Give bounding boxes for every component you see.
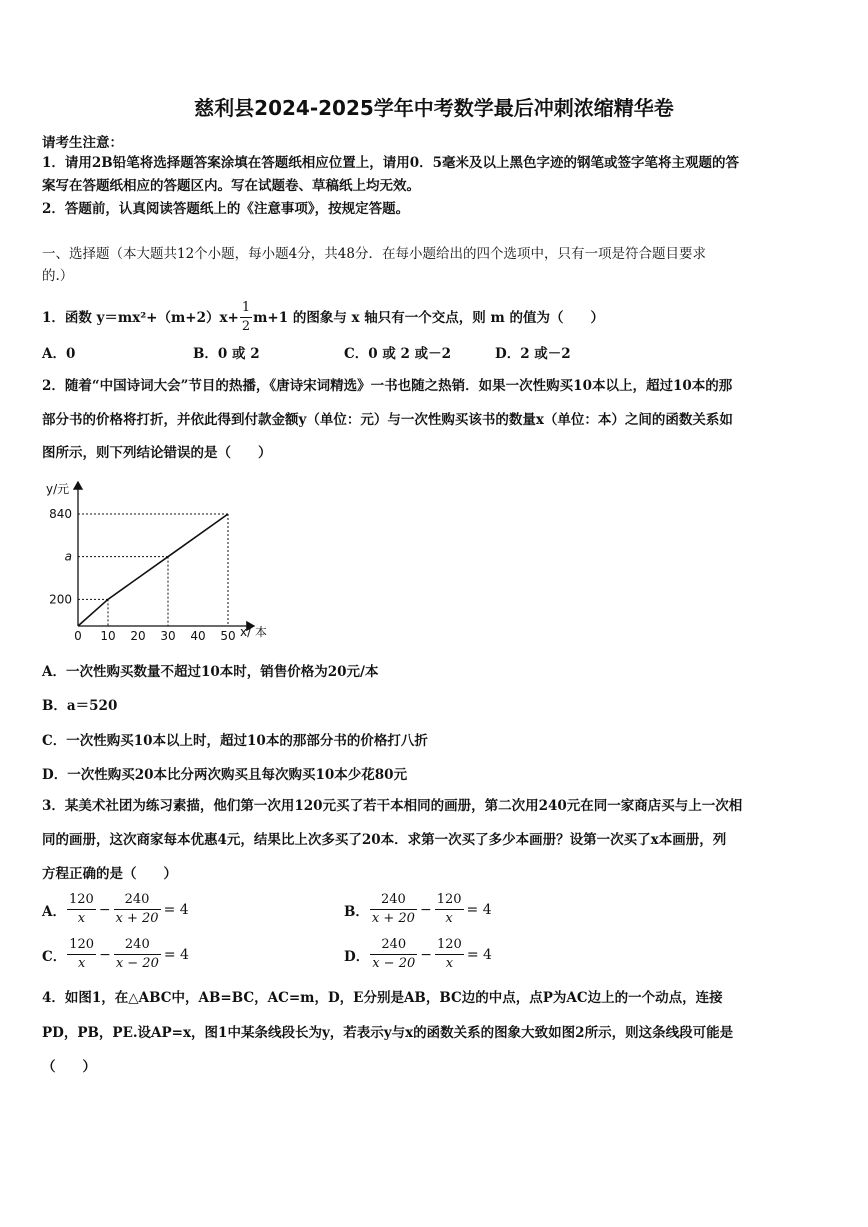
q3-option-d — [344, 937, 494, 972]
question-1-stem — [42, 300, 604, 335]
denominator: x — [445, 911, 453, 926]
y-tick-label: 200 — [49, 592, 72, 607]
question-3-stem: 3．某美术社团为练习素描，他们第一次用120元买了若干本相同的画册，第二次用240元在同一家商店买与上一次相 — [42, 798, 743, 814]
section-heading: 一、选择题（本大题共12个小题，每小题4分，共48分．在每小题给出的四个选项中，只有一项是符合题目要求 — [42, 246, 706, 262]
numerator: 120 — [435, 892, 464, 910]
q3-option-a — [42, 892, 191, 927]
question-4-stem: PD，PB，PE.设AP=x，图1中某条线段长为y，若表示y与x的函数关系的图象大致如图2所示，则这条线段可能是 — [42, 1025, 734, 1041]
notice-heading: 请考生注意： — [42, 135, 123, 151]
y-tick-label: 840 — [49, 507, 72, 521]
equation — [66, 937, 191, 972]
section-heading: 的.） — [42, 268, 74, 284]
q3-option-b — [344, 892, 494, 927]
equation — [369, 937, 494, 972]
rhs: = 4 — [163, 901, 189, 918]
q1-option-d: D．2 或－2 — [495, 346, 571, 362]
question-4-stem: 4．如图1，在△ABC中，AB=BC，AC=m，D，E分别是AB，BC边的中点，点P为AC边上的一个动点，连接 — [42, 990, 723, 1006]
option-label: A． — [42, 903, 66, 920]
question-3-stem: 方程正确的是（ ） — [42, 866, 177, 882]
x-axis-label: x/ 本 — [240, 625, 267, 639]
question-2-stem: 部分书的价格将打折，并依此得到付款金额y（单位：元）与一次性购买该书的数量x（单位：本）之间的函数关系如 — [42, 412, 733, 428]
q1-frac-den: 2 — [241, 319, 251, 334]
numerator: 240 — [370, 937, 417, 955]
x-tick-label: 10 — [100, 629, 116, 643]
numerator: 120 — [435, 937, 464, 955]
q2-option-a: A．一次性购买数量不超过10本时，销售价格为20元/本 — [42, 664, 379, 680]
rhs: = 4 — [163, 946, 189, 963]
q1-stem-pre: 1．函数 y＝mx²+（m+2）x+ — [42, 309, 239, 326]
equation — [66, 892, 191, 927]
page-title: 慈利县2024-2025学年中考数学最后冲刺浓缩精华卷 — [194, 96, 674, 120]
rhs: = 4 — [466, 946, 492, 963]
q1-option-a: A．0 — [42, 346, 76, 362]
y-tick-labels — [49, 507, 72, 606]
option-label: B． — [344, 903, 369, 920]
question-2-stem: 图所示，则下列结论错误的是（ ） — [42, 445, 272, 461]
q1-frac-num: 1 — [240, 300, 252, 318]
denominator: x − 20 — [372, 956, 416, 971]
numerator: 120 — [67, 892, 96, 910]
y-tick-label: a — [64, 549, 72, 564]
q1-stem-post: m+1 的图象与 x 轴只有一个交点，则 m 的值为（ ） — [253, 309, 604, 326]
denominator: x — [445, 956, 454, 971]
denominator: x + 20 — [371, 911, 415, 926]
q3-option-c — [42, 937, 191, 972]
q2-price-chart — [42, 476, 282, 646]
numerator: 240 — [114, 937, 161, 955]
question-2-stem: 2．随着“中国诗词大会”节目的热播，《唐诗宋词精选》一书也随之热销．如果一次性购买10本以上，超过10本的那 — [42, 378, 733, 394]
operator: − — [420, 946, 432, 963]
numerator: 120 — [67, 937, 96, 955]
x-tick-label: 30 — [160, 629, 176, 643]
numerator: 240 — [114, 892, 161, 910]
x-tick-label: 0 — [74, 629, 82, 643]
q1-fraction — [240, 300, 252, 335]
operator: − — [98, 901, 111, 918]
series-line — [78, 514, 228, 626]
denominator: x — [77, 956, 86, 971]
q2-option-b: B．a＝520 — [42, 698, 118, 714]
option-label: C． — [42, 948, 67, 965]
question-4-stem: （ ） — [42, 1059, 96, 1075]
question-3-stem: 同的画册，这次商家每本优惠4元，结果比上次多买了20本．求第一次买了多少本画册？设第一次买了x本画册，列 — [42, 832, 727, 848]
denominator: x — [77, 911, 86, 926]
operator: − — [419, 901, 432, 918]
q2-option-c: C．一次性购买10本以上时，超过10本的那部分书的价格打八折 — [42, 733, 428, 749]
q1-option-b: B．0 或 2 — [193, 346, 260, 362]
equation — [369, 892, 494, 927]
option-label: D． — [344, 948, 370, 965]
denominator: x + 20 — [115, 911, 159, 926]
q2-option-d: D．一次性购买20本比分两次购买且每次购买10本少花80元 — [42, 767, 408, 783]
denominator: x − 20 — [115, 956, 159, 971]
x-tick-label: 50 — [220, 629, 236, 643]
rhs: = 4 — [466, 901, 492, 918]
x-tick-label: 20 — [130, 629, 146, 643]
notice-line: 2．答题前，认真阅读答题纸上的《注意事项》，按规定答题。 — [42, 201, 410, 217]
operator: − — [99, 946, 111, 963]
notice-line: 案写在答题纸相应的答题区内。写在试题卷、草稿纸上均无效。 — [42, 178, 420, 194]
q1-option-c: C．0 或 2 或－2 — [344, 346, 452, 362]
y-axis-label: y/元 — [46, 482, 70, 496]
numerator: 240 — [370, 892, 417, 910]
notice-line: 1．请用2B铅笔将选择题答案涂填在答题纸相应位置上，请用0．5毫米及以上黑色字迹的钢笔或签字笔将主观题的答 — [42, 155, 739, 171]
x-tick-labels — [74, 629, 235, 643]
x-tick-label: 40 — [190, 629, 206, 643]
